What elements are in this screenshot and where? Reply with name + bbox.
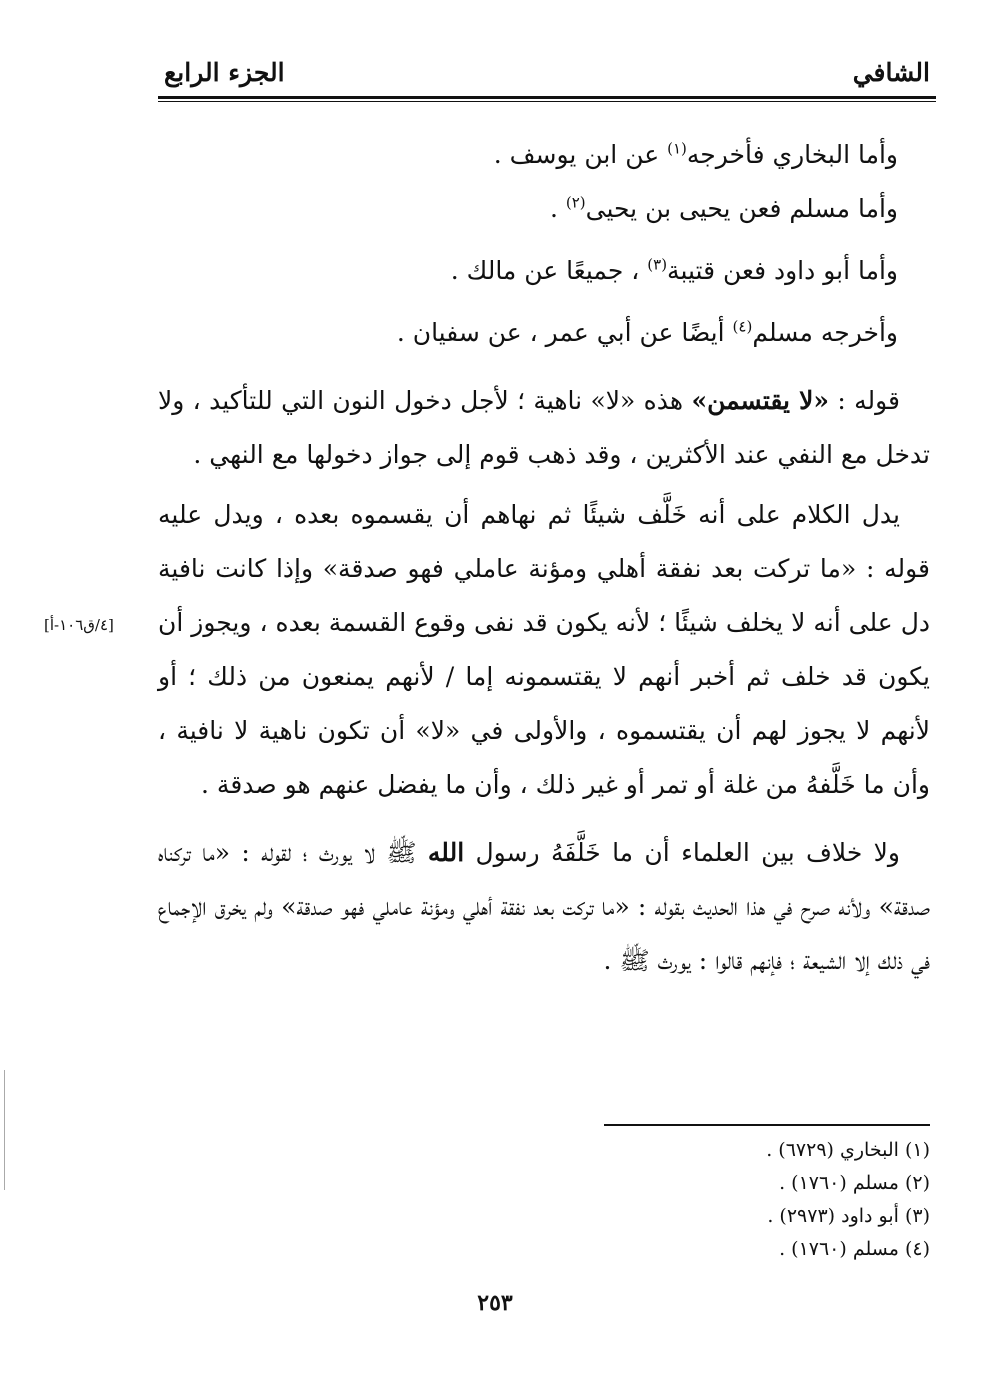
footnote: (٤) مسلم (١٧٦٠) . xyxy=(779,1238,930,1260)
footnote-separator xyxy=(604,1124,930,1126)
header-rule-thin xyxy=(158,101,936,102)
paragraph: قوله : «لا يقتسمن» هذه «لا» ناهية ؛ لأجل دخول النون التي للتأكيد ، ولا تدخل مع النفي عند الأكثرين ، وقد ذهب قوم إلى جواز دخولها مع النهي . xyxy=(158,386,930,469)
scan-edge-mark xyxy=(4,1070,5,1190)
page-number: ٢٥٣ xyxy=(477,1290,513,1316)
manuscript-folio-marker: [٤/ق١٠٦-أ] xyxy=(44,616,114,634)
footnote: (٣) أبو داود (٢٩٧٣) . xyxy=(767,1205,930,1227)
footnote-ref[interactable]: (٢) xyxy=(565,193,586,212)
footnote-ref[interactable]: (٣) xyxy=(647,255,668,274)
paragraph: ولا خلاف بين العلماء أن ما خَلَّفَهُ رسول الله ﷺ لا يورث ؛ لقوله : «ما تركناه صدقة» ولأنه صرح في هذا الحديث بقوله : «ما تركت بعد نفقة أهلي ومؤنة عاملي فهو صدقة» ولم يخرق الإجماع في ذلك إلا الشيعة ؛ فإنهم قالوا : يورث ﷺ . xyxy=(158,838,930,975)
footnote-ref[interactable]: (١) xyxy=(667,139,687,158)
volume-title: الجزء الرابع xyxy=(164,58,285,87)
footnote: (١) البخاري (٦٧٢٩) . xyxy=(766,1139,930,1161)
main-text xyxy=(158,128,930,988)
paragraph: يدل الكلام على أنه خَلَّف شيئًا ثم نهاهم أن يقسموه بعده ، ويدل عليه قوله : «ما تركت بعد نفقة أهلي ومؤنة عاملي فهو صدقة» وإذا كانت نافية دل على أنه لا يخلف شيئًا ؛ لأنه يكون قد نفى وقوع القسمة بعده ، ويجوز أن يكون قد خلف ثم أخبر أنهم لا يقتسمونه إما / لأنهم يمنعون من ذلك ؛ أو لأنهم لا يجوز لهم أن يقتسموه ، والأولى في «لا» أن تكون ناهية لا نافية ، وأن ما خَلَّفهُ من غلة أو تمر أو غير ذلك ، وأن ما يفضل عنهم هو صدقة . xyxy=(158,500,930,799)
text-line: وأما أبو داود فعن قتيبة$^{(٣)}$ ، جميعًا عن مالك . xyxy=(450,255,898,285)
text-line: وأما البخاري فأخرجه$^{(١)}$ عن ابن يوسف . xyxy=(493,139,898,169)
running-header xyxy=(158,56,936,100)
book-title: الشافي xyxy=(852,58,930,87)
footnote: (٢) مسلم (١٧٦٠) . xyxy=(779,1172,930,1194)
text-line: وأخرجه مسلم$^{(٤)}$ أيضًا عن أبي عمر ، عن سفيان . xyxy=(396,317,898,347)
header-rule xyxy=(158,96,936,99)
footnote-ref[interactable]: (٤) xyxy=(732,317,753,336)
footnotes xyxy=(766,1134,930,1266)
text-line: وأما مسلم فعن يحيى بن يحيى$^{(٢)}$ . xyxy=(549,193,898,223)
